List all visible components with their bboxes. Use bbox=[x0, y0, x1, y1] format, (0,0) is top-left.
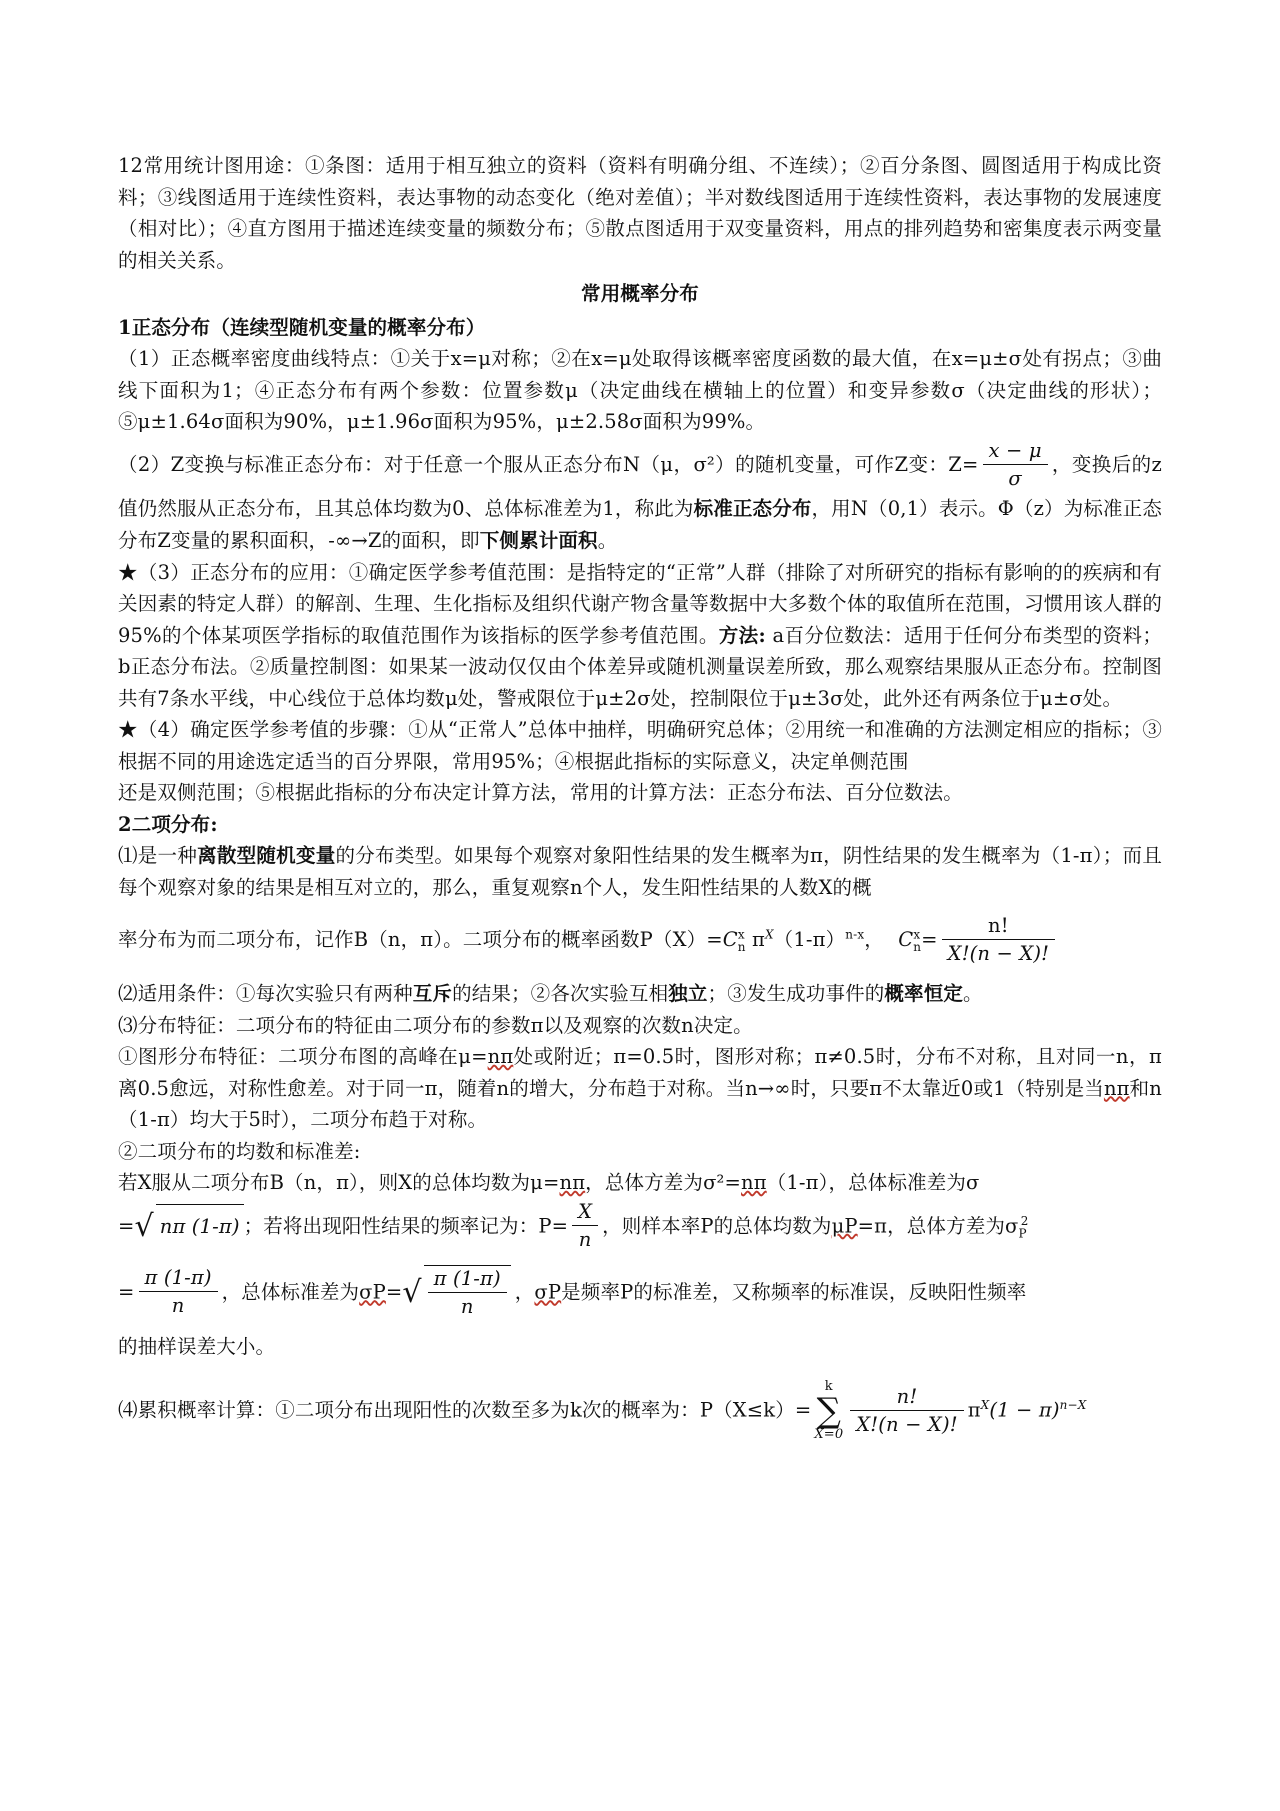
z-fraction: $\frac{x - \mu}{\sigma}$ bbox=[983, 438, 1048, 493]
section-2-title: 2二项分布: bbox=[118, 812, 218, 836]
z-transform-paragraph: （2）Z变换与标准正态分布：对于任意一个服从正态分布N（μ，σ²）的随机变量，可作Z变：Z= $\frac{x - \mu}{\sigma}$ ，变换后的z值仍然服从正态分布，且其总体均数为0、总体标准差为1，称此为标准正态分布，用N（0,1）表示。Φ（z）为标准正态分布Z变量的累积面积，-∞→Z的面积，即下侧累计面积。 bbox=[118, 438, 1162, 552]
reference-steps-paragraph: ★（4）确定医学参考值的步骤：①从“正常人”总体中抽样，明确研究总体；②用统一和准确的方法测定相应的指标；③根据不同的用途选定适当的百分界限，常用95%；④根据此指标的实际意义，决定单侧范围 bbox=[118, 718, 1162, 773]
binomial-sampling-error: 的抽样误差大小。 bbox=[118, 1334, 276, 1358]
binomial-features: ⑶分布特征：二项分布的特征由二项分布的参数π以及观察的次数n决定。 bbox=[118, 1013, 753, 1037]
document-page bbox=[118, 150, 1162, 1442]
cumulative-fraction: $\frac{n!}{X!(n - X)!}$ bbox=[850, 1384, 963, 1439]
paragraph-chart-uses: 12常用统计图用途：①条图：适用于相互独立的资料（资料有明确分组、不连续）；②百分条图、圆图适用于构成比资料；③线图适用于连续性资料，表达事物的动态变化（绝对差值）；半对数线图适用于连续性资料，表达事物的发展速度（相对比）；④直方图用于描述连续变量的频数分布；⑤散点图适用于双变量资料，用点的排列趋势和密集度表示两变量的相关关系。 bbox=[118, 154, 1162, 272]
cumulative-probability: ⑷累积概率计算：①二项分布出现阳性的次数至多为k次的概率为：P（X≤k）= k ∑ X=0 $\frac{n!}{X!(n - X)!}$ $\pi^X(1 - \pi)^{n-X}$ bbox=[118, 1379, 1087, 1443]
binomial-conditions: ⑵适用条件：①每次实验只有两种互斥的结果；②各次实验互相独立；③发生成功事件的概率恒定。 bbox=[118, 982, 983, 1005]
binomial-rate-sd-formula: = $\frac{\pi (1-\pi)}{n}$ ，总体标准差为σP=√ $\frac{\pi (1-\pi)}{n}$ ，σP是频率P的标准差，又称频率的标准误，反映阳性频率 bbox=[118, 1265, 1162, 1321]
binomial-definition: ⑴是一种离散型随机变量的分布类型。如果每个观察对象阳性结果的发生概率为π，阴性结果的发生概率为（1-π）；而且每个观察对象的结果是相互对立的，那么，重复观察n个人，发生阳性结果的人数X的概 bbox=[118, 844, 1162, 899]
variance-fraction: $\frac{\pi (1-\pi)}{n}$ bbox=[139, 1265, 218, 1320]
combination-fraction: $\frac{n!}{X!(n - X)!}$ bbox=[942, 913, 1055, 968]
binomial-probability-function: 率分布为而二项分布，记作B（n，π）。二项分布的概率函数$P(X)=C^x_n$ $\pi^X(1-\pi)^{n-x}$， $C^x_n=$ $\frac{n!}{X!(n - X)!}$ bbox=[118, 913, 1162, 968]
reference-steps-continued: 还是双侧范围；⑤根据此指标的分布决定计算方法，常用的计算方法：正态分布法、百分位数法。 bbox=[118, 781, 963, 804]
section-1-title: 1正态分布（连续型随机变量的概率分布） bbox=[118, 315, 486, 339]
frequency-fraction: $\frac{X}{n}$ bbox=[572, 1199, 598, 1254]
binomial-shape: ①图形分布特征：二项分布图的高峰在μ=nπ处或附近；π=0.5时，图形对称；π≠0.5时，分布不对称，且对同一n，π离0.5愈远，对称性愈差。对于同一π，随着n的增大，分布趋于对称。当n→∞时，只要π不太靠近0或1（特别是当nπ和n（1-π）均大于5时），二项分布趋于对称。 bbox=[118, 1045, 1162, 1131]
sd-sqrt-fraction: $\frac{\pi (1-\pi)}{n}$ bbox=[424, 1265, 511, 1321]
binomial-mean-variance: 若X服从二项分布B（n，π），则X的总体均数为μ=nπ，总体方差为σ²=nπ（1-π），总体标准差为σ bbox=[118, 1171, 980, 1194]
section-heading: 常用概率分布 bbox=[581, 282, 699, 305]
normal-curve-features: （1）正态概率密度曲线特点：①关于x=μ对称；②在x=μ处取得该概率密度函数的最大值，在x=μ±σ处有拐点；③曲线下面积为1；④正态分布有两个参数：位置参数μ（决定曲线在横轴上的位置）和变异参数σ（决定曲线的形状）；⑤μ±1.64σ面积为90%，μ±1.96σ面积为95%，μ±2.58σ面积为99%。 bbox=[118, 347, 1162, 433]
binomial-sd-formula: =√ nπ (1-π) ；若将出现阳性结果的频率记为：P= $\frac{X}{n}$ ，则样本率P的总体均数为μP=π，总体方差为$\sigma_P^2$ bbox=[118, 1199, 1162, 1255]
summation-symbol: k ∑ X=0 bbox=[814, 1379, 844, 1443]
normal-application-paragraph: ★（3）正态分布的应用：①确定医学参考值范围：是指特定的“正常”人群（排除了对所研究的指标有影响的的疾病和有关因素的特定人群）的解剖、生理、生化指标及组织代谢产物含量等数据中大多数个体的取值所在范围，习惯用该人群的95%的个体某项医学指标的取值范围作为该指标的医学参考值范围。方法: a百分位数法：适用于任何分布类型的资料；b正态分布法。②质量控制图：如果某一波动仅仅由个体差异或随机测量误差所致，那么观察结果服从正态分布。控制图共有7条水平线，中心线位于总体均数μ处，警戒限位于μ±2σ处，控制限位于μ±3σ处，此外还有两条位于μ±σ处。 bbox=[118, 560, 1163, 710]
binomial-mean-sd-title: ②二项分布的均数和标准差: bbox=[118, 1139, 361, 1163]
